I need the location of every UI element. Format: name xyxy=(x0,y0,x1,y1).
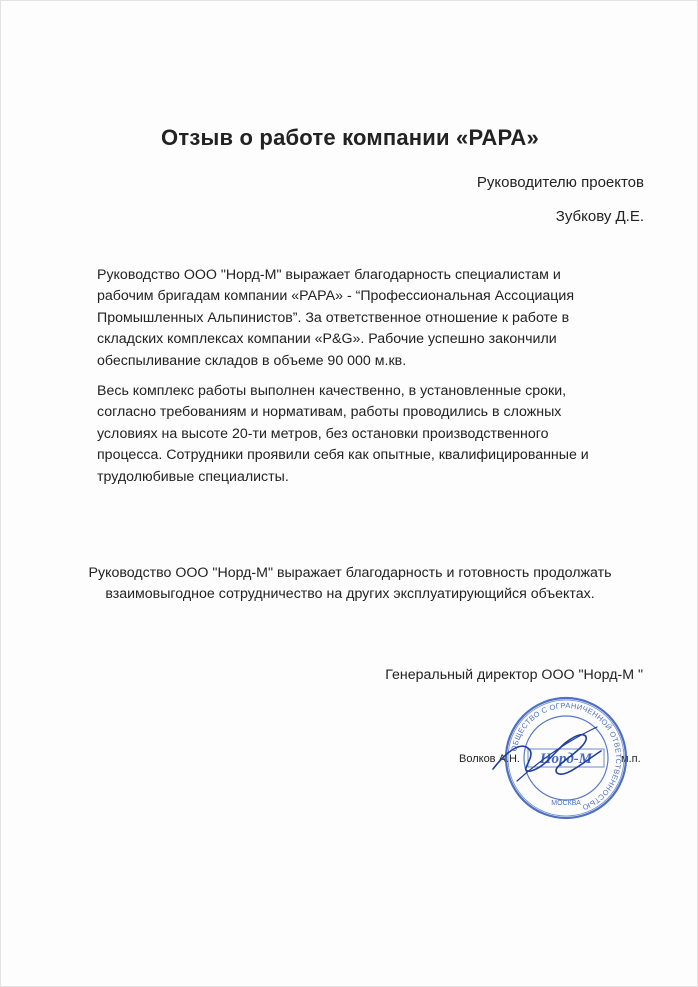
seal-ring-text: ОБЩЕСТВО С ОГРАНИЧЕННОЙ ОТВЕТСТВЕННОСТЬЮ xyxy=(509,700,624,813)
body-paragraph-2: Весь комплекс работы выполнен качественно, в установленные сроки, согласно требованиям и нормативам, работы проводились в сложных условиях на высоте 20-ти метров, без остановки производственного процесса. Сотрудники проявили себя как опытные, квалифицированные и трудолюбивые специалисты. xyxy=(97,383,589,485)
closing-paragraph: Руководство ООО "Норд-М" выражает благодарность и готовность продолжать взаимовыгодное сотрудничество на других эксплуатирующийся объектах. xyxy=(88,565,612,602)
signer-name: Волков А.Н. xyxy=(459,753,520,765)
seal-bottom-text: МОСКВА xyxy=(551,800,581,807)
signer-position: Генеральный директор ООО "Норд-М " xyxy=(385,667,643,683)
addressee-line-2: Зубкову Д.Е. xyxy=(555,208,644,225)
seal-place-label: м.п. xyxy=(621,753,641,765)
seal-center-text: Норд-М xyxy=(539,751,593,767)
handwritten-signature-icon xyxy=(487,721,607,791)
document-title: Отзыв о работе компании «РАРА» xyxy=(161,125,539,150)
addressee-line-1: Руководителю проектов xyxy=(476,174,644,191)
body-paragraph-1: Руководство ООО "Норд-М" выражает благодарность специалистам и рабочим бригадам компании «РАРА» - “Профессиональная Ассоциация Промышленных Альпинистов”. За ответственное отношение к работе в складских комплексах компании «P&G». Рабочие успешно закончили обеспыливание складов в объеме 90 000 м.кв. xyxy=(97,267,574,369)
